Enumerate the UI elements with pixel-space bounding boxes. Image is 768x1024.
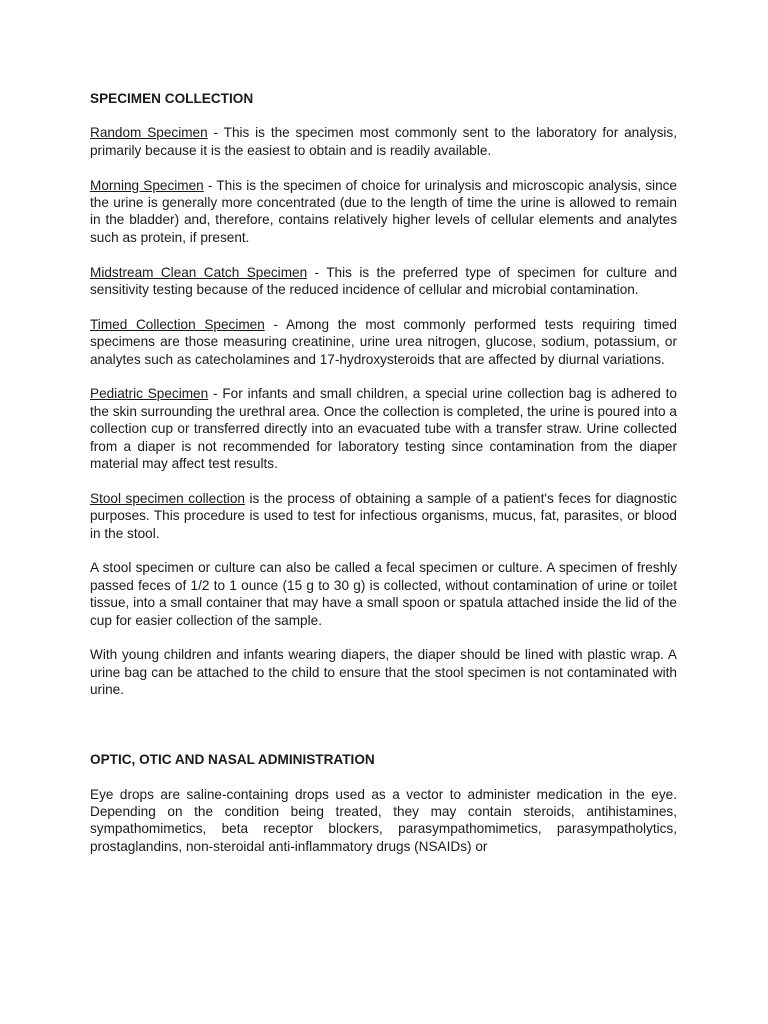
- paragraph-timed-specimen: [90, 316, 677, 368]
- paragraph-text: - This is the specimen of choice for urinalysis and microscopic analysis, since the urine is generally more concentrated (due to the length of time the urine is allowed to remain in the bladder) and, therefore, contains relatively higher levels of cellular elements and analytes such as protein, if present.: [90, 177, 677, 245]
- term-stool-specimen: Stool specimen collection: [90, 490, 245, 506]
- paragraph-morning-specimen: [90, 177, 677, 247]
- paragraph-text: - This is the preferred type of specimen for culture and sensitivity testing because of the reduced incidence of cellular and microbial contamination.: [90, 264, 678, 298]
- paragraph-stool-culture: [90, 559, 677, 629]
- paragraph-text: Eye drops are saline-containing drops used as a vector to administer medication in the eye. Depending on the condition being treated, they may contain steroids, antihistamines, sympathomimetics, beta receptor blockers, parasympathomimetics, parasympatholytics, prostaglandins, non-steroidal anti-inflammatory drugs (NSAIDs) or: [90, 786, 677, 854]
- paragraph-eye-drops: [90, 786, 677, 856]
- paragraph-text: With young children and infants wearing diapers, the diaper should be lined with plastic wrap. A urine bag can be attached to the child to ensure that the stool specimen is not contaminated with urine.: [90, 647, 677, 698]
- paragraph-young-children: [90, 646, 677, 698]
- paragraph-stool-specimen: [90, 490, 677, 542]
- term-random-specimen: Random Specimen: [90, 125, 208, 141]
- paragraph-text: - For infants and small children, a special urine collection bag is adhered to the skin surrounding the urethral area. Once the collection is completed, the urine is poured into a collection cup or transferred directly into an evacuated tube with a transfer straw. Urine collected from a diaper is not recommended for laboratory testing since contamination from the diaper material may affect test results.: [90, 386, 677, 472]
- paragraph-random-specimen: [90, 124, 677, 159]
- section-heading-specimen-collection: SPECIMEN COLLECTION: [90, 91, 254, 106]
- paragraph-midstream-specimen: [90, 264, 677, 299]
- paragraph-text: - Among the most commonly performed tests requiring timed specimens are those measuring creatinine, urine urea nitrogen, glucose, sodium, potassium, or analytes such as catecholamines and 17-hydroxysteroids that are affected by diurnal variations.: [90, 316, 677, 367]
- section-heading-optic-otic-nasal: OPTIC, OTIC AND NASAL ADMINISTRATION: [90, 752, 375, 768]
- document-page: [90, 90, 677, 873]
- term-midstream-specimen: Midstream Clean Catch Specimen: [90, 264, 308, 280]
- term-timed-specimen: Timed Collection Specimen: [90, 316, 265, 332]
- section-spacer: [90, 716, 677, 751]
- paragraph-pediatric-specimen: [90, 385, 677, 472]
- paragraph-text: is the process of obtaining a sample of a patient's feces for diagnostic purposes. This procedure is used to test for infectious organisms, mucus, fat, parasites, or blood in the stool.: [90, 490, 678, 541]
- term-pediatric-specimen: Pediatric Specimen: [90, 386, 209, 402]
- paragraph-text: A stool specimen or culture can also be called a fecal specimen or culture. A specimen of freshly passed feces of 1/2 to 1 ounce (15 g to 30 g) is collected, without contamination of urine or toilet tissue, into a small container that may have a small spoon or spatula attached inside the lid of the cup for easier collection of the sample.: [90, 560, 677, 628]
- term-morning-specimen: Morning Specimen: [90, 177, 204, 193]
- paragraph-text: - This is the specimen most commonly sent to the laboratory for analysis, primarily because it is the easiest to obtain and is readily available.: [90, 125, 677, 158]
